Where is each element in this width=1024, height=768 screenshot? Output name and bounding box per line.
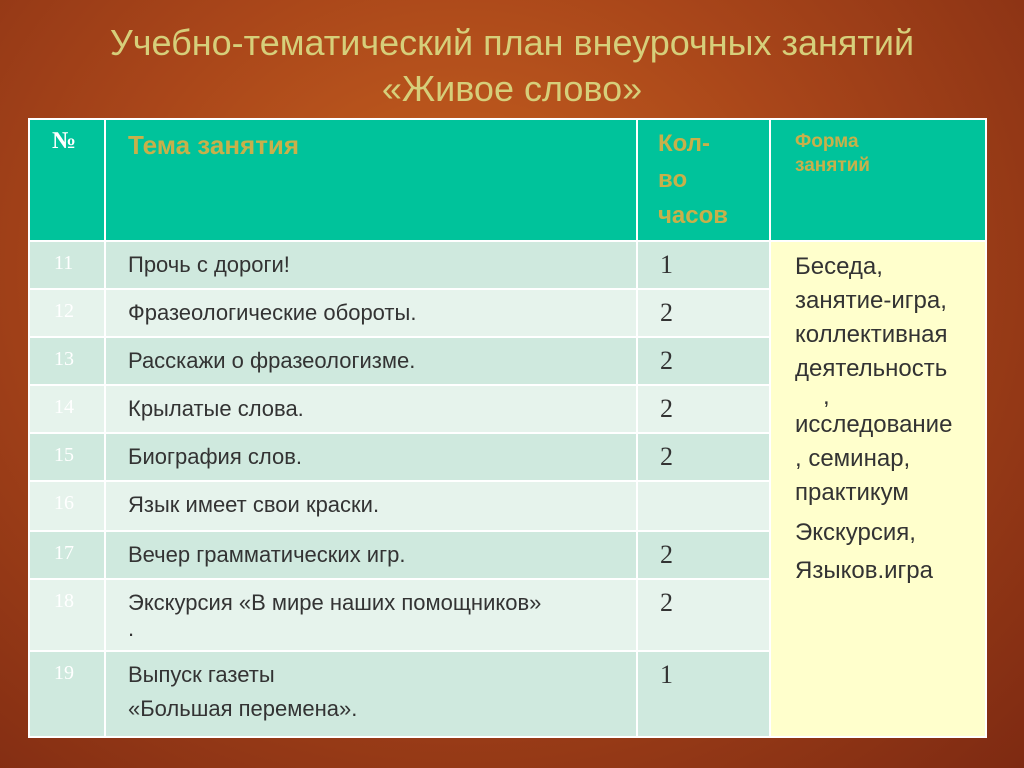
form-line: деятельность (795, 355, 948, 382)
row-num: 18 (29, 579, 105, 651)
row-topic: Экскурсия «В мире наших помощников» . (105, 579, 637, 651)
row-hours: 2 (637, 289, 770, 337)
form-line: исследование (795, 411, 953, 438)
row-hours: 2 (637, 337, 770, 385)
row-num: 12 (29, 289, 105, 337)
form-line: , семинар, (795, 445, 911, 472)
lesson-plan-table (28, 118, 987, 738)
row-hours: 2 (637, 385, 770, 433)
row-num: 17 (29, 531, 105, 579)
row-hours: 2 (637, 433, 770, 481)
header-form (770, 119, 986, 241)
row-num: 16 (29, 481, 105, 531)
row-num: 14 (29, 385, 105, 433)
row-hours (637, 481, 770, 531)
title-line-1: Учебно-тематический план внеурочных занятий (109, 22, 915, 63)
header-form-line-2: занятий (795, 155, 870, 176)
row-hours: 2 (637, 531, 770, 579)
row-topic: Прочь с дороги! (105, 241, 637, 289)
form-line: Языков.игра (795, 557, 933, 584)
header-form-line-1: Форма (795, 131, 859, 152)
form-line: , (823, 383, 830, 410)
row-topic: Расскажи о фразеологизме. (105, 337, 637, 385)
header-topic: Тема занятия (105, 119, 637, 241)
form-line: Экскурсия, (795, 519, 916, 546)
row-hours: 1 (637, 651, 770, 737)
form-line: коллективная (795, 321, 948, 348)
table-header-row (29, 119, 986, 241)
row-hours: 1 (637, 241, 770, 289)
header-hours-line-2: во (658, 166, 688, 193)
header-hours (637, 119, 770, 241)
row-num: 19 (29, 651, 105, 737)
row-num: 11 (29, 241, 105, 289)
row-topic: Биография слов. (105, 433, 637, 481)
header-hours-line-1: Кол- (658, 130, 710, 157)
form-of-lessons-cell (770, 241, 986, 737)
slide-title (0, 20, 1024, 112)
header-num: № (29, 119, 105, 241)
row-num: 15 (29, 433, 105, 481)
row-hours: 2 (637, 579, 770, 651)
table-row (29, 241, 986, 289)
form-line: Беседа, (795, 253, 883, 280)
form-line: занятие-игра, (795, 287, 947, 314)
row-topic: Фразеологические обороты. (105, 289, 637, 337)
row-topic: Язык имеет свои краски. (105, 481, 637, 531)
row-topic: Выпуск газеты «Большая перемена». (105, 651, 637, 737)
form-line: практикум (795, 479, 909, 506)
row-topic: Крылатые слова. (105, 385, 637, 433)
title-line-2: «Живое слово» (381, 68, 643, 109)
row-topic: Вечер грамматических игр. (105, 531, 637, 579)
header-hours-line-3: часов (658, 202, 729, 229)
row-num: 13 (29, 337, 105, 385)
